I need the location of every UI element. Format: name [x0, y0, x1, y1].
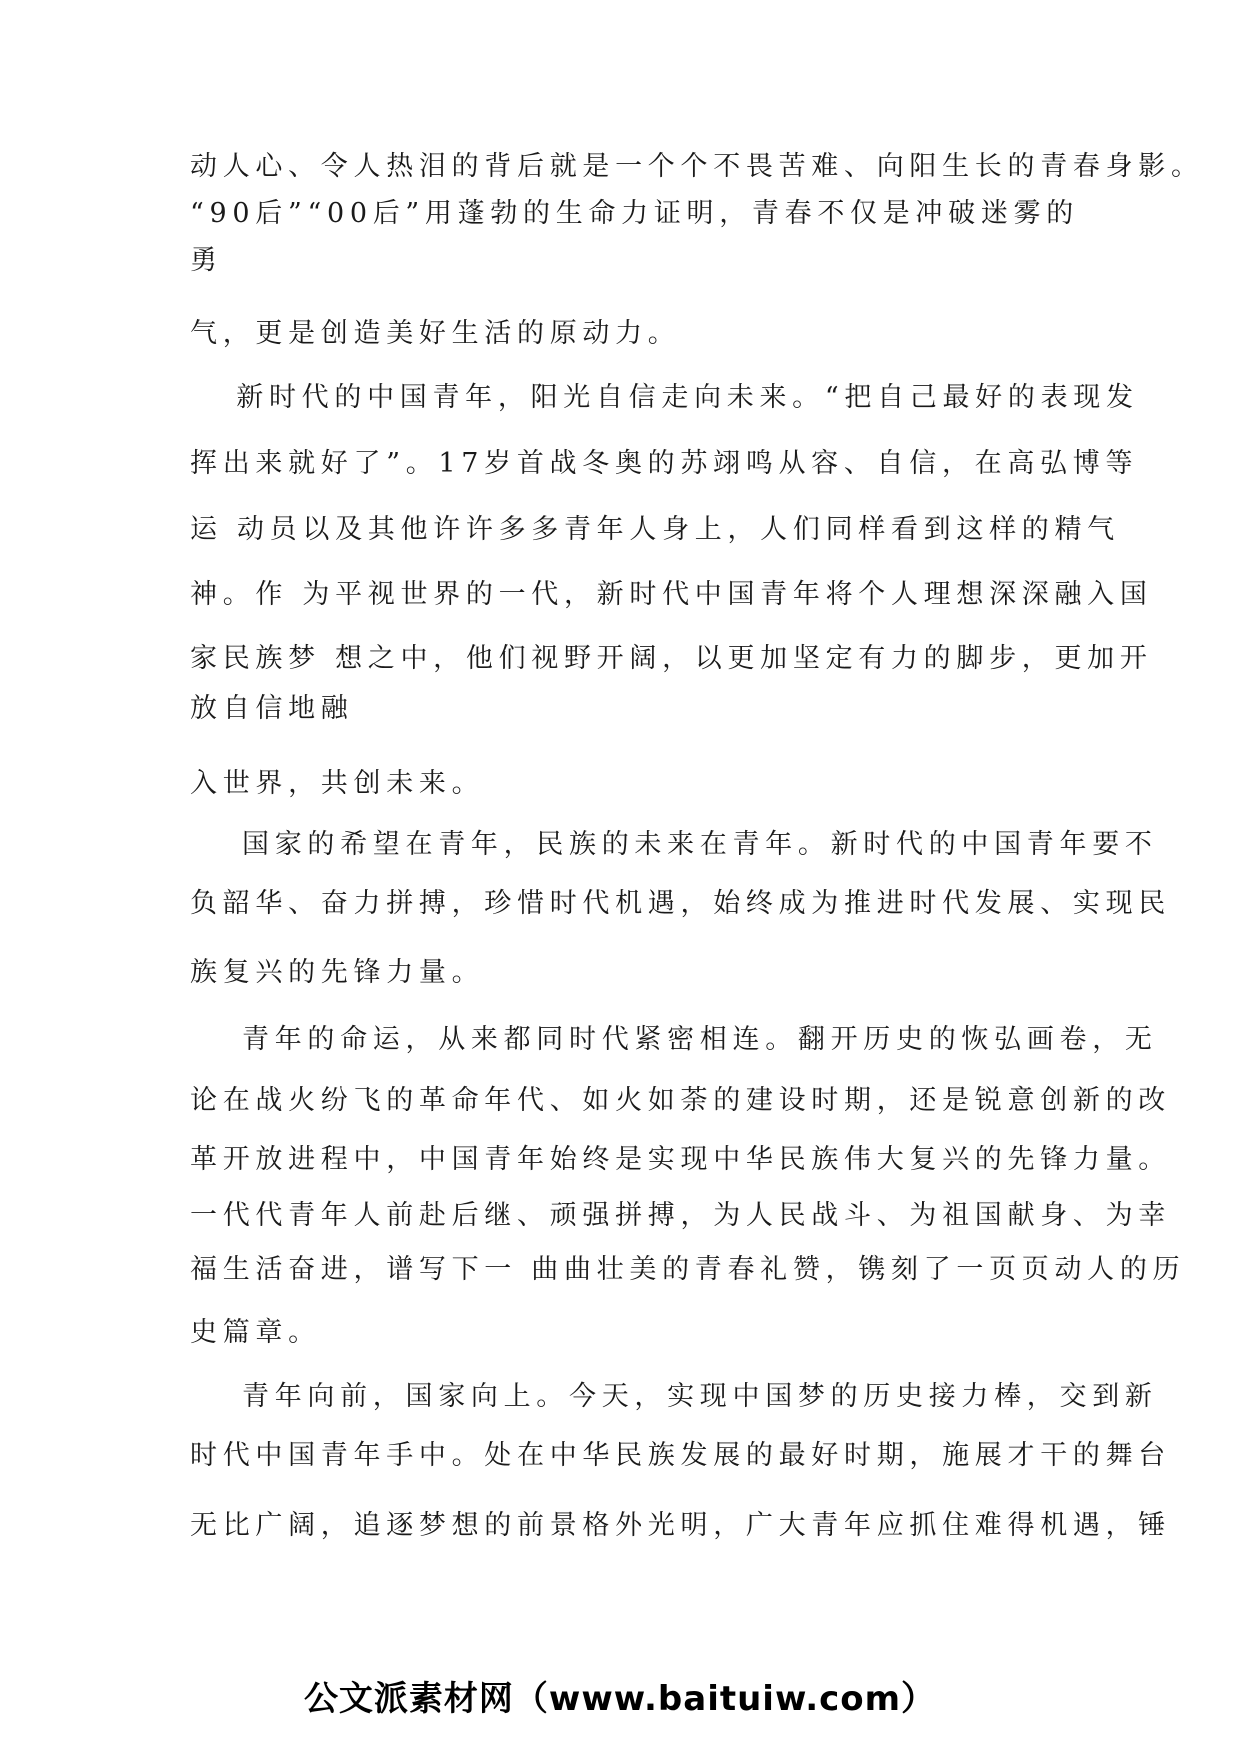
text-line: 挥出来就好了”。17岁首战冬奥的苏翊鸣从容、自信，在高弘博等 [190, 448, 1139, 479]
text-line: 勇 [190, 245, 223, 276]
text-line: 运 动员以及其他许许多多青年人身上，人们同样看到这样的精气 [190, 514, 1120, 545]
text-line: 革开放进程中，中国青年始终是实现中华民族伟大复兴的先锋力量。 [190, 1144, 1171, 1175]
text-line: “90后”“00后”用蓬勃的生命力证明，青春不仅是冲破迷雾的 [190, 198, 1079, 229]
text-line: 论在战火纷飞的革命年代、如火如荼的建设时期，还是锐意创新的改 [190, 1085, 1171, 1116]
site-footer: 公文派素材网（www.baituiw.com） [303, 1679, 937, 1719]
text-line: 入世界，共创未来。 [190, 768, 485, 799]
text-line: 史篇章。 [190, 1317, 321, 1348]
text-line: 放自信地融 [190, 693, 354, 724]
text-line: 一代代青年人前赴后继、顽强拼搏，为人民战斗、为祖国献身、为幸 [190, 1200, 1171, 1231]
text-line: 族复兴的先锋力量。 [190, 957, 485, 988]
text-line: 青年的命运，从来都同时代紧密相连。翻开历史的恢弘画卷，无 [242, 1024, 1158, 1055]
text-line: 青年向前，国家向上。今天，实现中国梦的历史接力棒，交到新 [242, 1381, 1158, 1412]
text-line: 神。作 为平视世界的一代，新时代中国青年将个人理想深深融入国 [190, 579, 1153, 610]
text-line: 动人心、令人热泪的背后就是一个个不畏苦难、向阳生长的青春身影。 [190, 151, 1204, 182]
text-line: 家民族梦 想之中，他们视野开阔，以更加坚定有力的脚步，更加开 [190, 643, 1153, 674]
text-line: 国家的希望在青年，民族的未来在青年。新时代的中国青年要不 [242, 829, 1158, 860]
text-line: 福生活奋进，谱写下一 曲曲壮美的青春礼赞，镌刻了一页页动人的历 [190, 1254, 1186, 1285]
text-line: 时代中国青年手中。处在中华民族发展的最好时期，施展才干的舞台 [190, 1440, 1171, 1471]
text-line: 负韶华、奋力拼搏，珍惜时代机遇，始终成为推进时代发展、实现民 [190, 888, 1171, 919]
text-line: 无比广阔，追逐梦想的前景格外光明，广大青年应抓住难得机遇，锤 [190, 1510, 1171, 1541]
text-line: 新时代的中国青年，阳光自信走向未来。“把自己最好的表现发 [222, 382, 1139, 413]
text-line: 气，更是创造美好生活的原动力。 [190, 318, 681, 349]
